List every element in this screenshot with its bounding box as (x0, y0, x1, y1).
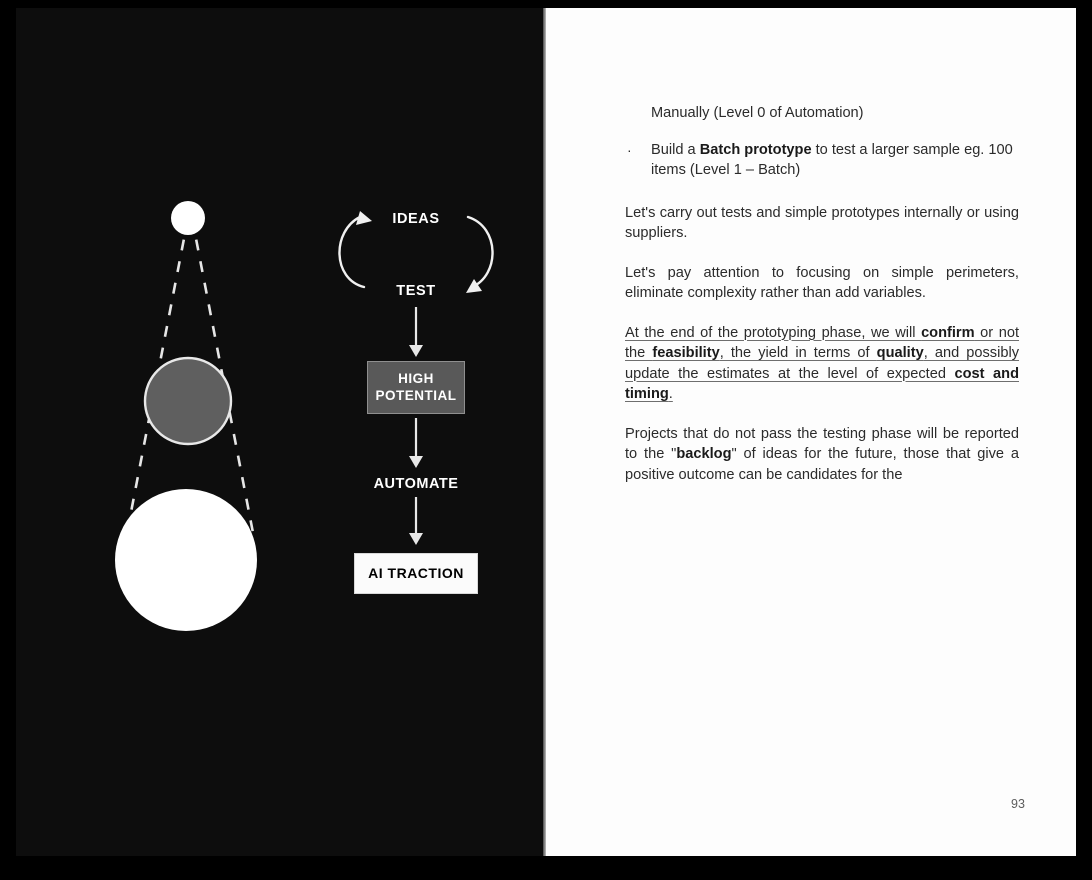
arrow-head (409, 456, 423, 468)
body-text-column (625, 103, 1019, 504)
cycle-arc-right (468, 217, 493, 287)
node-high-potential-line1: HIGH (398, 371, 434, 386)
paragraph-2: Let's pay attention to focusing on simple perimeters, eliminate complexity rather than add variables. (625, 264, 1019, 301)
right-page (546, 8, 1076, 856)
ideas-test-cycle (316, 193, 516, 303)
bullet-item (625, 140, 1019, 181)
paragraph-closing (625, 424, 1019, 486)
underlined-seg-4: , and possibly update the estimates at the level of expected (625, 345, 1020, 382)
cycle-label-test: TEST (396, 283, 436, 299)
node-high-potential[interactable] (367, 361, 465, 414)
funnel-diagram (96, 188, 286, 638)
funnel-circle-large (115, 489, 257, 631)
funnel-circle-small (171, 201, 205, 235)
cycle-label-ideas: IDEAS (392, 211, 440, 227)
arrow-head (409, 533, 423, 545)
underlined-bold-quality: quality (876, 345, 924, 361)
flow-diagram (316, 193, 516, 603)
bullet-text-bold: Batch prototype (699, 141, 812, 158)
bullet-text-pre: Build a (651, 141, 700, 158)
underlined-seg-3: , the yield in terms of (719, 345, 877, 361)
underlined-seg-5: . (668, 386, 673, 402)
flow-arrow-automate-to-ai (316, 495, 516, 553)
node-ai-traction[interactable]: AI TRACTION (354, 553, 478, 594)
page-number: 93 (1011, 797, 1025, 811)
closing-seg-1: Projects that do not pass the testing phase will be reported to the " (625, 425, 1019, 462)
bullet-text-post: to test a larger sample eg. 100 items (Level 1 – Batch) (651, 141, 1013, 178)
closing-seg-2: " of ideas for the future, those that give a positive outcome can be candidates for the (625, 446, 1019, 483)
closing-bold-backlog: backlog (676, 446, 732, 462)
bullet-marker: · (627, 141, 632, 158)
cycle-arc-left (339, 217, 364, 287)
flow-arrow-high-to-automate (316, 414, 516, 472)
funnel-circle-medium (145, 358, 231, 444)
underlined-seg-1: At the end of the prototyping phase, we will (625, 324, 922, 341)
paragraph-1: Let's carry out tests and simple prototypes internally or using suppliers. (625, 204, 1019, 241)
node-high-potential-line2: POTENTIAL (375, 388, 457, 403)
left-page (16, 8, 544, 856)
node-automate[interactable]: AUTOMATE (373, 476, 459, 492)
underlined-seg-2: or not the (625, 324, 1020, 361)
underlined-bold-confirm: confirm (921, 324, 975, 341)
underlined-bold-cost-timing: cost and timing (625, 365, 1019, 402)
paragraph-underlined (625, 323, 1019, 405)
bullet-text (651, 140, 1019, 181)
lead-line: Manually (Level 0 of Automation) (651, 105, 864, 121)
flow-arrow-test-to-high (316, 303, 516, 361)
underlined-bold-feasibility: feasibility (652, 345, 720, 361)
arrow-head (409, 345, 423, 357)
